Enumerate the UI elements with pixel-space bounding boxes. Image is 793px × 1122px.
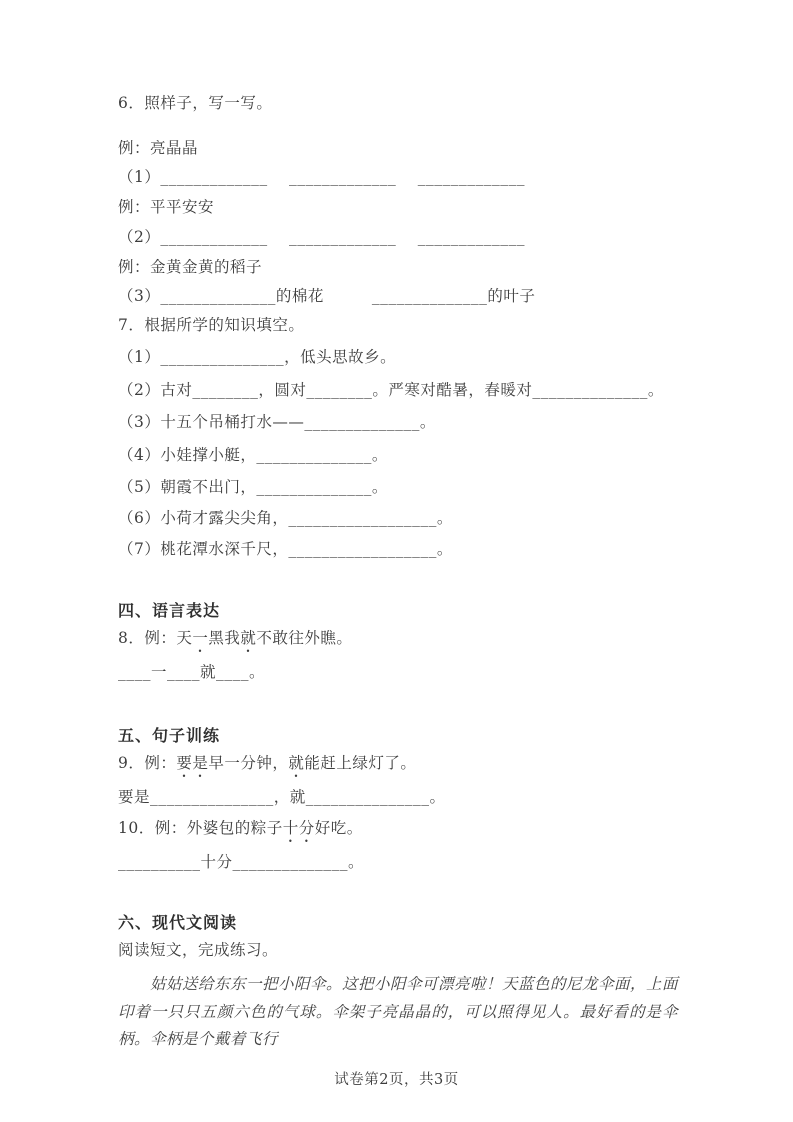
section-6-heading: 六、现代文阅读	[118, 913, 238, 932]
question-7-item-5: （5）朝霞不出门，______________。	[118, 478, 388, 496]
question-7-item-7: （7）桃花潭水深千尺，__________________。	[118, 540, 453, 558]
question-7-item-2: （2）古对________，圆对________。严寒对酷暑，春暖对______________。	[118, 381, 664, 399]
question-9-example-part: 早一分钟，	[208, 754, 289, 772]
question-6-blank-line-1: （1）_____________ _____________ _____________	[118, 168, 525, 186]
question-10-emphasis-1: 十分	[282, 819, 315, 837]
page-content	[0, 95, 793, 1054]
question-10-example	[118, 819, 683, 835]
question-10-answer-line: __________十分______________。	[118, 853, 365, 871]
question-7-title: 7．根据所学的知识填空。	[118, 316, 305, 334]
question-9-example	[118, 754, 683, 770]
section-4-heading: 四、语言表达	[118, 601, 221, 620]
question-6-blank-line-2: （2）_____________ _____________ _____________	[118, 228, 525, 246]
question-8-example-part: 黑我	[208, 629, 241, 647]
question-9-emphasis-1: 要是	[176, 754, 209, 772]
question-6-example-1: 例：亮晶晶	[118, 139, 199, 157]
question-8-example-part: 8．例：天	[118, 629, 193, 647]
question-7-item-4: （4）小娃撑小艇，______________。	[118, 446, 388, 464]
reading-instruction: 阅读短文，完成练习。	[118, 941, 279, 959]
page-footer: 试卷第2页，共3页	[334, 1072, 459, 1088]
question-7-item-3: （3）十五个吊桶打水——______________。	[118, 413, 436, 431]
question-9-answer-line: 要是_______________，就_______________。	[118, 788, 446, 806]
question-9-example-part: 9．例：	[118, 754, 177, 772]
question-6-blank-line-3: （3）______________的棉花 ______________的叶子	[118, 287, 536, 305]
question-7-item-6: （6）小荷才露尖尖角，__________________。	[118, 509, 453, 527]
question-8-emphasis-1: 一	[192, 629, 209, 647]
question-9-example-part: 能赶上绿灯了。	[304, 754, 417, 772]
question-8-answer-line: ____一____就____。	[118, 663, 266, 681]
question-8-emphasis-2: 就	[240, 629, 257, 647]
question-6-title: 6．照样子，写一写。	[118, 94, 273, 112]
question-10-example-part: 10．例：外婆包的粽子	[118, 819, 283, 837]
question-7-item-1: （1）_______________，低头思故乡。	[118, 348, 397, 366]
section-5-heading: 五、句子训练	[118, 726, 221, 745]
reading-passage: 姑姑送给东东一把小阳伞。这把小阳伞可漂亮啦！天蓝色的尼龙伞面，上面印着一只只五颜六色的气球。伞架子亮晶晶的，可以照得见人。最好看的是伞柄。伞柄是个戴着飞行	[118, 975, 679, 1048]
question-10-example-part: 好吃。	[314, 819, 363, 837]
question-9-emphasis-2: 就	[288, 754, 305, 772]
question-6-example-2: 例：平平安安	[118, 198, 215, 216]
question-8-example	[118, 629, 683, 645]
question-6-example-3: 例：金黄金黄的稻子	[118, 258, 263, 276]
question-8-example-part: 不敢往外瞧。	[256, 629, 353, 647]
